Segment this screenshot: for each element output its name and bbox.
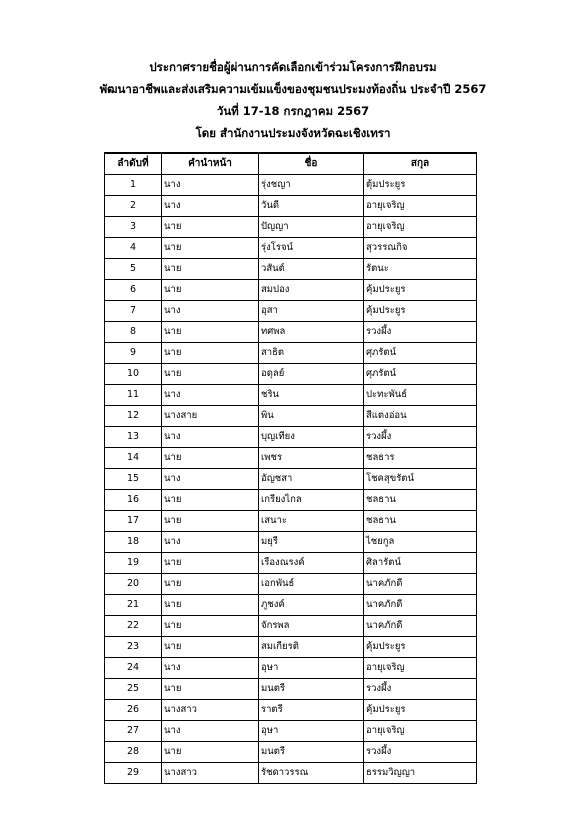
cell-firstname: มยุรี <box>259 532 364 553</box>
cell-order: 28 <box>105 742 162 763</box>
table-row <box>105 574 477 595</box>
cell-firstname: สมปอง <box>259 280 364 301</box>
cell-firstname: อุษา <box>259 721 364 742</box>
table-row <box>105 742 477 763</box>
cell-prefix: นาย <box>162 679 259 700</box>
table-row <box>105 259 477 280</box>
cell-surname: ปะทะพันธ์ <box>364 385 477 406</box>
cell-surname: ศุภรัตน์ <box>364 364 477 385</box>
cell-prefix: นาย <box>162 448 259 469</box>
cell-firstname: ชริน <box>259 385 364 406</box>
cell-prefix: นาง <box>162 532 259 553</box>
cell-prefix: นาง <box>162 427 259 448</box>
cell-order: 12 <box>105 406 162 427</box>
heading-project: พัฒนาอาชีพและส่งเสริมความเข้มแข็งของชุมชนประมงท้องถิ่น ประจำปี 2567 <box>99 82 487 96</box>
table-row <box>105 301 477 322</box>
cell-order: 14 <box>105 448 162 469</box>
cell-surname: สุวรรณกิจ <box>364 238 477 259</box>
cell-surname: รวงผึ้ง <box>364 679 477 700</box>
cell-prefix: นาย <box>162 238 259 259</box>
cell-firstname: ภูชงค์ <box>259 595 364 616</box>
cell-surname: อายุเจริญ <box>364 217 477 238</box>
cell-firstname: มนตรี <box>259 679 364 700</box>
cell-surname: ตุ้มประยูร <box>364 175 477 196</box>
column-header-prefix: คำนำหน้า <box>162 153 259 175</box>
table-row <box>105 553 477 574</box>
cell-firstname: อุษา <box>259 658 364 679</box>
cell-prefix: นาย <box>162 490 259 511</box>
cell-order: 29 <box>105 763 162 784</box>
cell-surname: คุ้มประยูร <box>364 700 477 721</box>
column-header-surname: สกุล <box>364 153 477 175</box>
cell-surname: ศุภรัตน์ <box>364 343 477 364</box>
table-row <box>105 595 477 616</box>
heading-title: ประกาศรายชื่อผู้ผ่านการคัดเลือกเข้าร่วมโครงการฝึกอบรม <box>149 60 437 74</box>
cell-prefix: นาย <box>162 553 259 574</box>
cell-order: 10 <box>105 364 162 385</box>
cell-order: 9 <box>105 343 162 364</box>
cell-firstname: บุญเทียง <box>259 427 364 448</box>
cell-order: 13 <box>105 427 162 448</box>
cell-firstname: สาธิต <box>259 343 364 364</box>
cell-order: 17 <box>105 511 162 532</box>
table-header-row <box>105 153 477 175</box>
table-row <box>105 175 477 196</box>
cell-prefix: นาย <box>162 364 259 385</box>
cell-prefix: นาย <box>162 742 259 763</box>
cell-prefix: นาย <box>162 637 259 658</box>
heading-date: วันที่ 17-18 กรกฎาคม 2567 <box>216 104 370 118</box>
table-row <box>105 448 477 469</box>
table-row <box>105 679 477 700</box>
cell-surname: ธรรมวิญญา <box>364 763 477 784</box>
cell-order: 20 <box>105 574 162 595</box>
table-row <box>105 406 477 427</box>
cell-prefix: นางสาย <box>162 406 259 427</box>
participant-table <box>104 152 477 784</box>
table-body <box>105 175 477 784</box>
cell-prefix: นาง <box>162 175 259 196</box>
cell-order: 22 <box>105 616 162 637</box>
cell-firstname: จักรพล <box>259 616 364 637</box>
cell-order: 26 <box>105 700 162 721</box>
cell-surname: คุ้มประยูร <box>364 280 477 301</box>
cell-order: 15 <box>105 469 162 490</box>
cell-order: 6 <box>105 280 162 301</box>
cell-firstname: เพชร <box>259 448 364 469</box>
cell-order: 4 <box>105 238 162 259</box>
cell-surname: ศิลารัตน์ <box>364 553 477 574</box>
table-row <box>105 721 477 742</box>
cell-surname: นาคภักดี <box>364 595 477 616</box>
table-row <box>105 700 477 721</box>
table-row <box>105 532 477 553</box>
cell-prefix: นางสาว <box>162 763 259 784</box>
cell-surname: รัตนะ <box>364 259 477 280</box>
cell-prefix: นาย <box>162 595 259 616</box>
table-row <box>105 616 477 637</box>
cell-surname: โชคสุขรัตน์ <box>364 469 477 490</box>
cell-surname: อายุเจริญ <box>364 196 477 217</box>
table-row <box>105 658 477 679</box>
cell-surname: อายุเจริญ <box>364 721 477 742</box>
cell-surname: คุ้มประยูร <box>364 301 477 322</box>
cell-order: 5 <box>105 259 162 280</box>
cell-prefix: นาย <box>162 217 259 238</box>
table-row <box>105 490 477 511</box>
cell-surname: ชลธาน <box>364 511 477 532</box>
cell-firstname: ทศพล <box>259 322 364 343</box>
cell-order: 24 <box>105 658 162 679</box>
cell-order: 3 <box>105 217 162 238</box>
cell-firstname: สมเกียรติ <box>259 637 364 658</box>
table-row <box>105 322 477 343</box>
table-row <box>105 280 477 301</box>
cell-firstname: อุสา <box>259 301 364 322</box>
cell-prefix: นาย <box>162 511 259 532</box>
cell-prefix: นาง <box>162 469 259 490</box>
cell-prefix: นาง <box>162 721 259 742</box>
cell-prefix: นาง <box>162 658 259 679</box>
cell-prefix: นาย <box>162 574 259 595</box>
cell-firstname: รุ่งโรจน์ <box>259 238 364 259</box>
cell-firstname: วสันต์ <box>259 259 364 280</box>
cell-firstname: เกรียงไกล <box>259 490 364 511</box>
cell-order: 27 <box>105 721 162 742</box>
cell-prefix: นาย <box>162 616 259 637</box>
cell-firstname: เอกพันธ์ <box>259 574 364 595</box>
cell-order: 18 <box>105 532 162 553</box>
table-row <box>105 238 477 259</box>
cell-order: 11 <box>105 385 162 406</box>
cell-surname: รวงผึ้ง <box>364 742 477 763</box>
cell-surname: ชลธาร <box>364 448 477 469</box>
table-row <box>105 343 477 364</box>
cell-firstname: วันดี <box>259 196 364 217</box>
cell-order: 21 <box>105 595 162 616</box>
cell-firstname: เสนาะ <box>259 511 364 532</box>
table-row <box>105 196 477 217</box>
cell-firstname: อัญชสา <box>259 469 364 490</box>
cell-surname: ชลธาน <box>364 490 477 511</box>
cell-firstname: รัชดาวรรณ <box>259 763 364 784</box>
cell-surname: รวงผึ้ง <box>364 322 477 343</box>
column-header-order: ลำดับที่ <box>105 153 162 175</box>
table-row <box>105 511 477 532</box>
cell-prefix: นาย <box>162 322 259 343</box>
cell-firstname: มนตรี <box>259 742 364 763</box>
cell-surname: คุ้มประยูร <box>364 637 477 658</box>
cell-surname: นาคภักดี <box>364 616 477 637</box>
cell-prefix: นาง <box>162 301 259 322</box>
heading-organizer: โดย สำนักงานประมงจังหวัดฉะเชิงเทรา <box>195 126 391 140</box>
cell-prefix: นาย <box>162 259 259 280</box>
cell-order: 8 <box>105 322 162 343</box>
cell-firstname: อดุลย์ <box>259 364 364 385</box>
cell-order: 2 <box>105 196 162 217</box>
cell-surname: รวงผึ้ง <box>364 427 477 448</box>
cell-surname: อายุเจริญ <box>364 658 477 679</box>
cell-prefix: นาย <box>162 343 259 364</box>
cell-order: 23 <box>105 637 162 658</box>
cell-prefix: นาง <box>162 196 259 217</box>
cell-firstname: ราตรี <box>259 700 364 721</box>
cell-prefix: นางสาว <box>162 700 259 721</box>
document-heading <box>0 56 586 144</box>
cell-firstname: ปัญญา <box>259 217 364 238</box>
table-row <box>105 763 477 784</box>
table-row <box>105 385 477 406</box>
cell-firstname: พิน <box>259 406 364 427</box>
table-row <box>105 469 477 490</box>
cell-prefix: นาย <box>162 280 259 301</box>
cell-prefix: นาง <box>162 385 259 406</box>
cell-firstname: เรืองณรงค์ <box>259 553 364 574</box>
cell-surname: นาคภักดี <box>364 574 477 595</box>
table-row <box>105 217 477 238</box>
cell-order: 1 <box>105 175 162 196</box>
table-row <box>105 427 477 448</box>
table-row <box>105 637 477 658</box>
table-row <box>105 364 477 385</box>
cell-firstname: รุ่งชญา <box>259 175 364 196</box>
cell-surname: สีแตงอ่อน <box>364 406 477 427</box>
cell-surname: ไชยกูล <box>364 532 477 553</box>
column-header-firstname: ชื่อ <box>259 153 364 175</box>
cell-order: 16 <box>105 490 162 511</box>
cell-order: 19 <box>105 553 162 574</box>
cell-order: 7 <box>105 301 162 322</box>
cell-order: 25 <box>105 679 162 700</box>
